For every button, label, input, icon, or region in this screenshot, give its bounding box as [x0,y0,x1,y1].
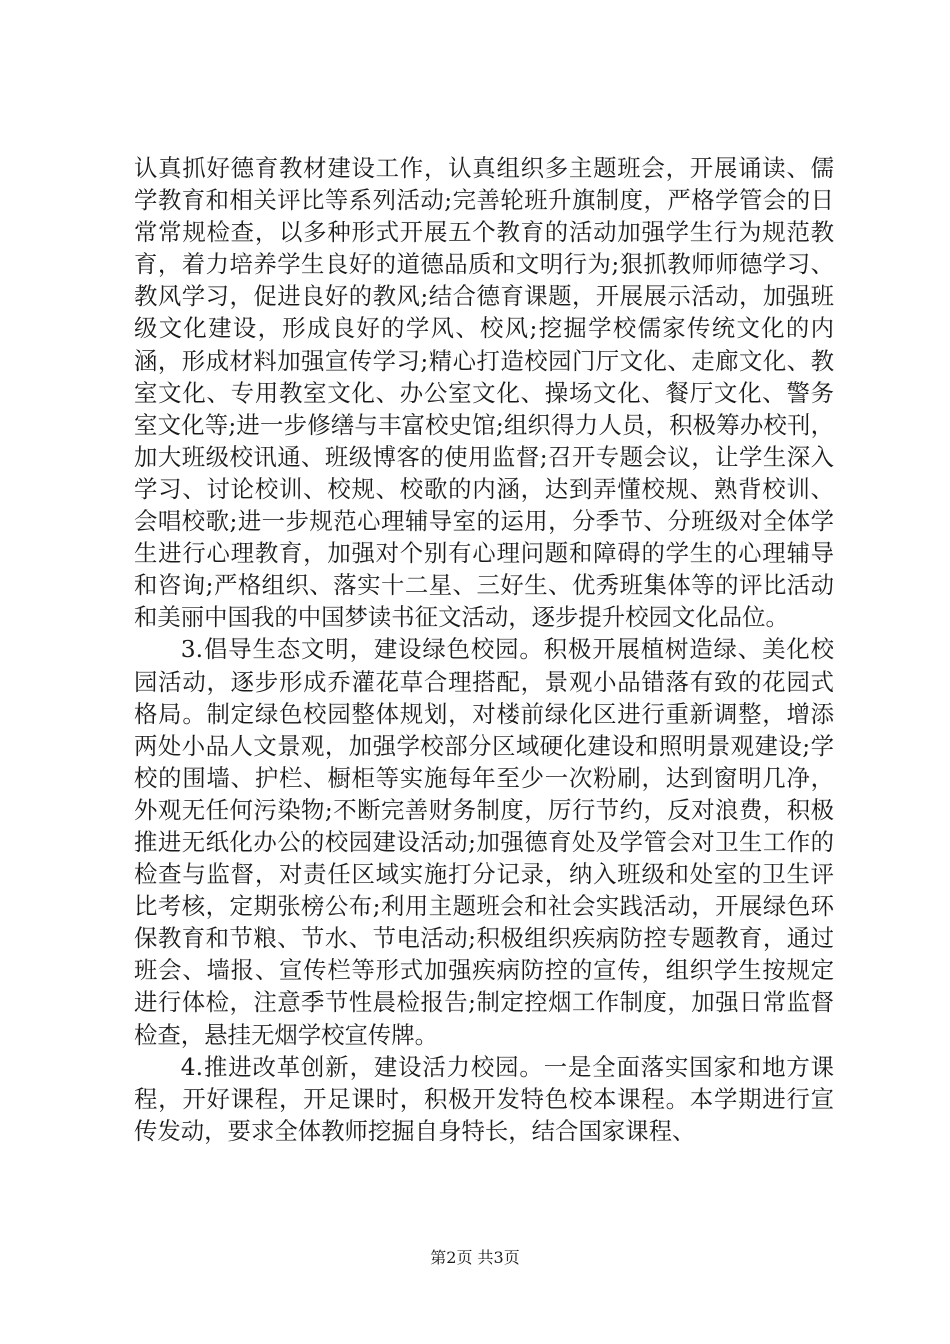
paragraph-2: 3.倡导生态文明，建设绿色校园。积极开展植树造绿、美化校园活动，逐步形成乔灌花草合理搭配，景观小品错落有致的花园式格局。制定绿色校园整体规划，对楼前绿化区进行重新调整，增添两处小品人文景观，加强学校部分区域硬化建设和照明景观建设;学校的围墙、护栏、橱柜等实施每年至少一次粉刷，达到窗明几净，外观无任何污染物;不断完善财务制度，厉行节约，反对浪费，积极推进无纸化办公的校园建设活动;加强德育处及学管会对卫生工作的检查与监督，对责任区域实施打分记录，纳入班级和处室的卫生评比考核，定期张榜公布;利用主题班会和社会实践活动，开展绿色环保教育和节粮、节水、节电活动;积极组织疾病防控专题教育，通过班会、墙报、宣传栏等形式加强疾病防控的宣传，组织学生按规定进行体检，注意季节性晨检报告;制定控烟工作制度，加强日常监督检查，悬挂无烟学校宣传牌。 [134,635,834,1049]
paragraph-3: 4.推进改革创新，建设活力校园。一是全面落实国家和地方课程，开好课程，开足课时，积极开发特色校本课程。本学期进行宣传发动，要求全体教师挖掘自身特长，结合国家课程、 [134,1052,834,1145]
paragraph-1: 认真抓好德育教材建设工作，认真组织多主题班会，开展诵读、儒学教育和相关评比等系列活动;完善轮班升旗制度，严格学管会的日常常规检查，以多种形式开展五个教育的活动加强学生行为规范教育，着力培养学生良好的道德品质和文明行为;狠抓教师师德学习、教风学习，促进良好的教风;结合德育课题，开展展示活动，加强班级文化建设，形成良好的学风、校风;挖掘学校儒家传统文化的内涵，形成材料加强宣传学习;精心打造校园门厅文化、走廊文化、教室文化、专用教室文化、办公室文化、操场文化、餐厅文化、警务室文化等;进一步修缮与丰富校史馆;组织得力人员，积极筹办校刊，加大班级校讯通、班级博客的使用监督;召开专题会议，让学生深入学习、讨论校训、校规、校歌的内涵，达到弄懂校规、熟背校训、会唱校歌;进一步规范心理辅导室的运用，分季节、分班级对全体学生进行心理教育，加强对个别有心理问题和障碍的学生的心理辅导和咨询;严格组织、落实十二星、三好生、优秀班集体等的评比活动和美丽中国我的中国梦读书征文活动，逐步提升校园文化品位。 [134,154,834,632]
document-body [134,152,834,1147]
page-number-footer: 第2页 共3页 [430,1248,520,1267]
